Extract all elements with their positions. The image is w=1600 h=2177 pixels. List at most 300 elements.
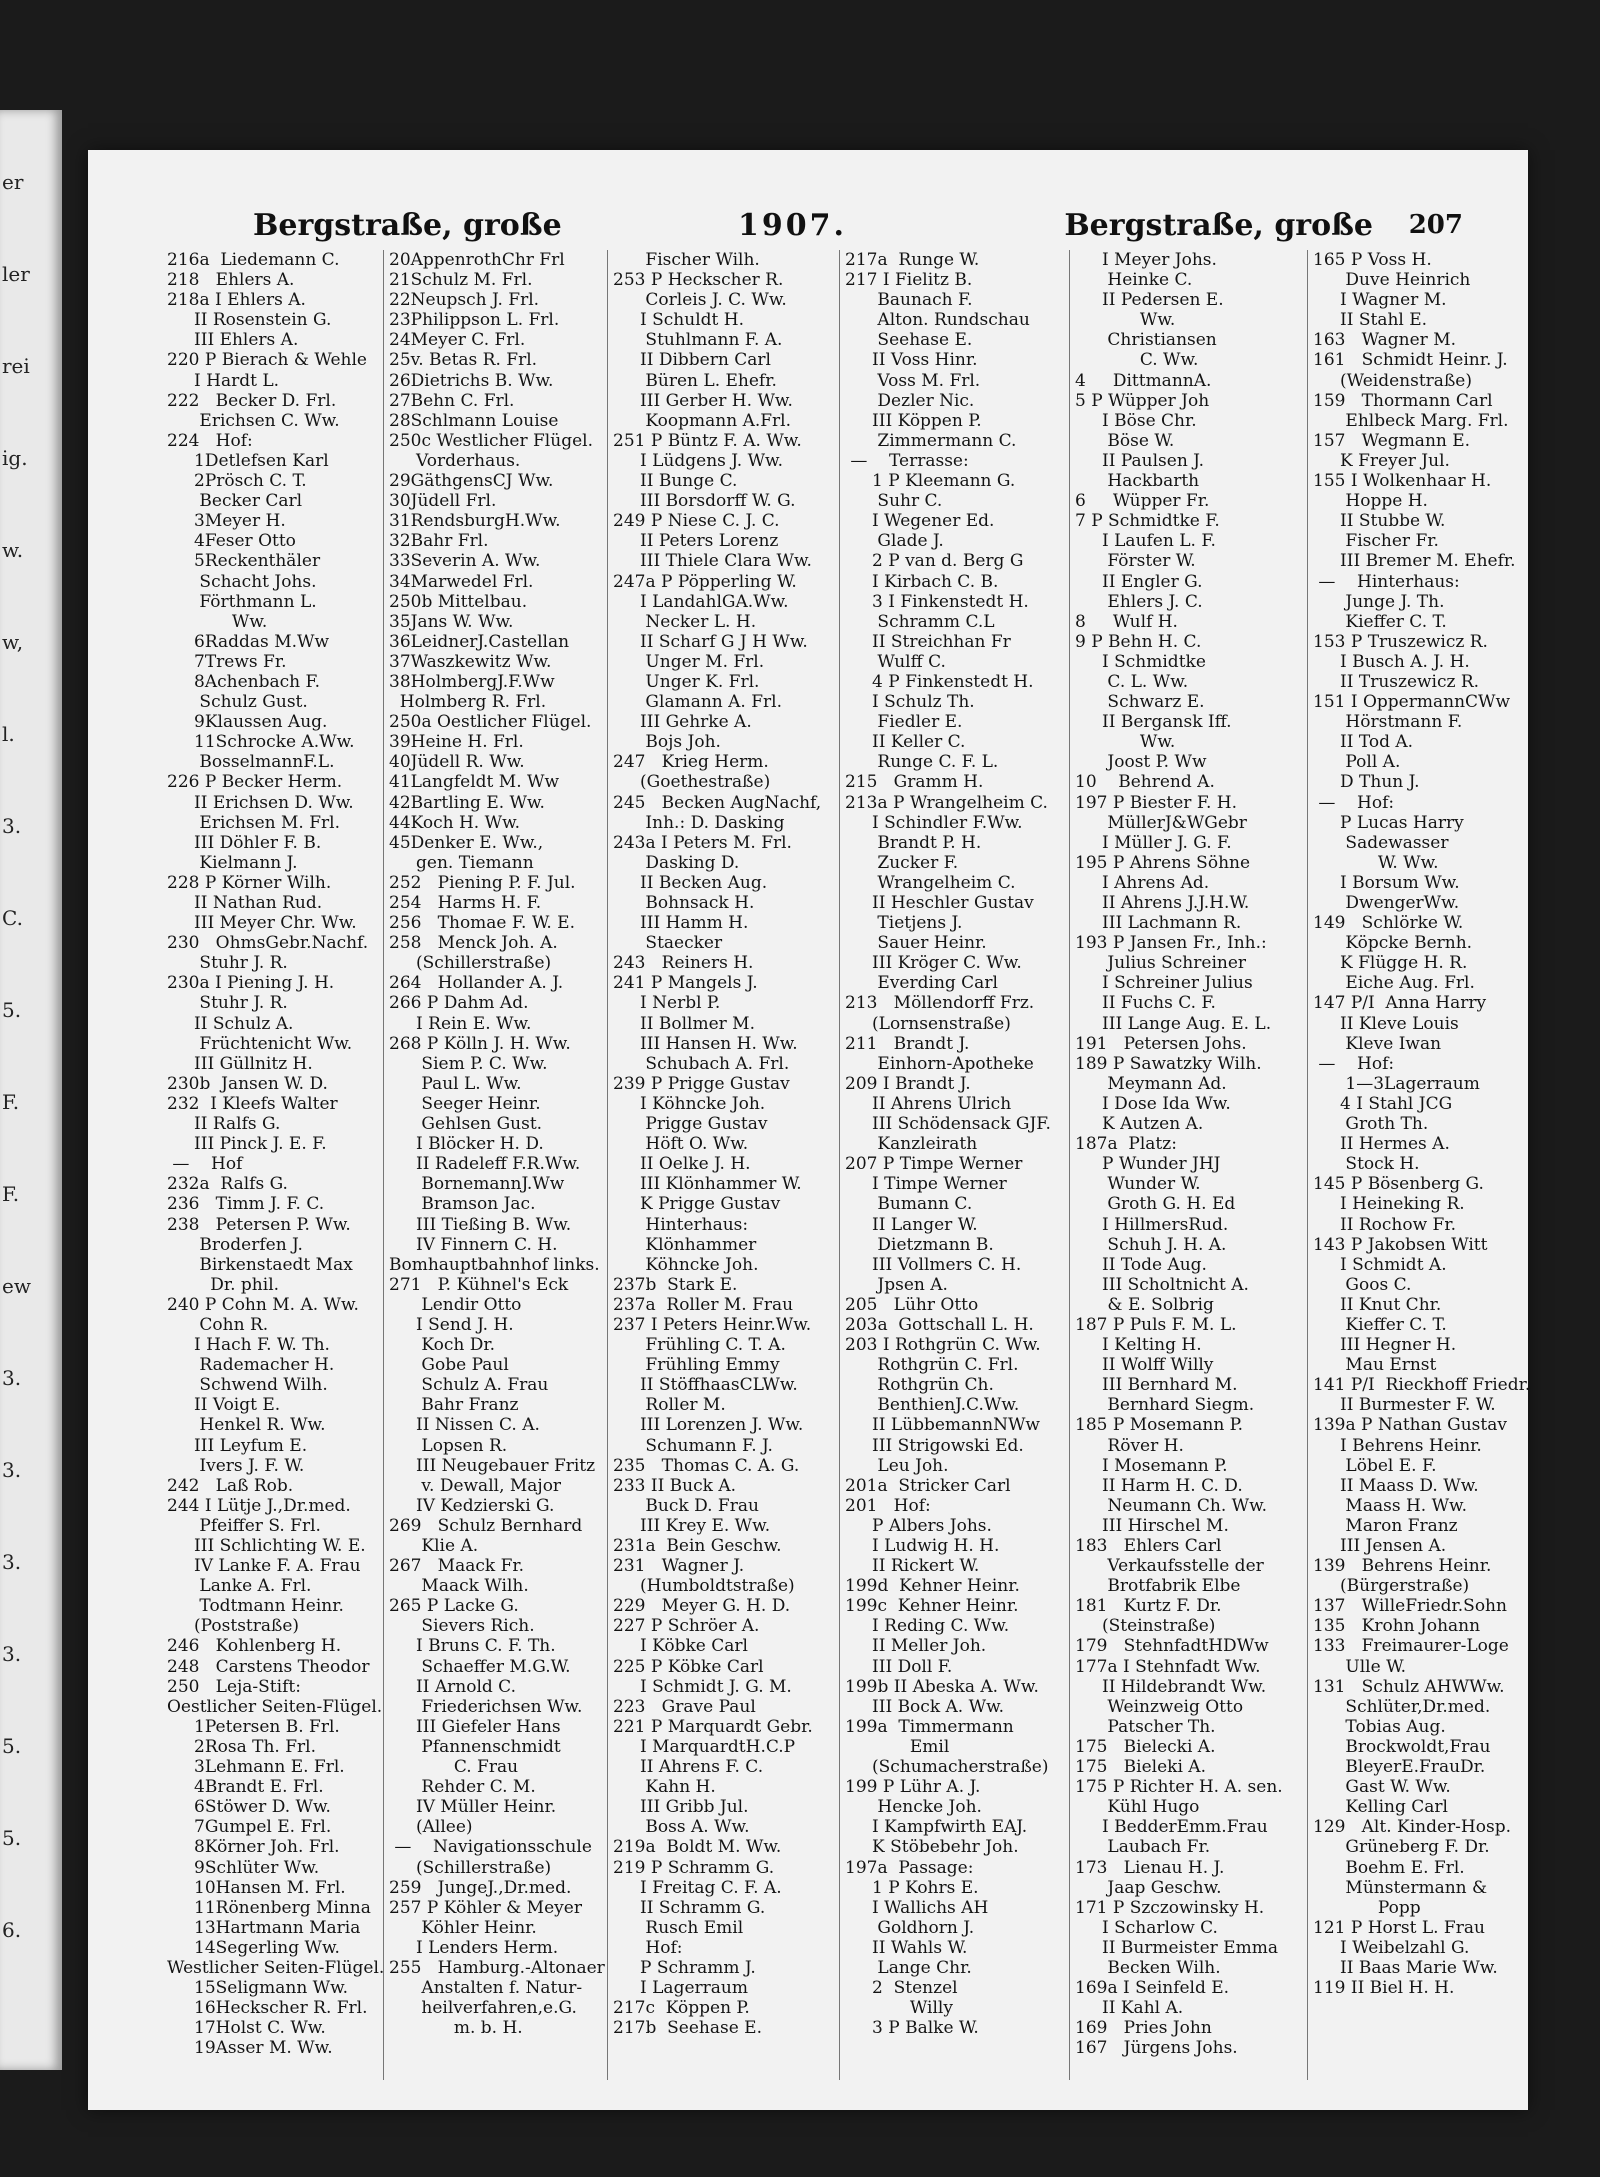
directory-entry: (Goethestraße) bbox=[613, 772, 771, 793]
directory-entry: Zucker F. bbox=[845, 852, 959, 873]
directory-entry: Schwarz E. bbox=[1075, 692, 1205, 713]
directory-entry: 250b Mittelbau. bbox=[389, 591, 528, 612]
directory-entry: 253 P Heckscher R. bbox=[613, 270, 784, 291]
directory-entry: Zimmermann C. bbox=[845, 430, 1017, 451]
directory-entry: Becker Carl bbox=[167, 491, 303, 512]
directory-entry: Meymann Ad. bbox=[1075, 1073, 1227, 1094]
directory-entry: 199b II Abeska A. Ww. bbox=[845, 1676, 1039, 1697]
directory-entry: Rothgrün C. Frl. bbox=[845, 1355, 1019, 1376]
directory-entry: 237 I Peters Heinr.Ww. bbox=[613, 1314, 812, 1335]
directory-entry: v. Dewall, Major bbox=[389, 1475, 562, 1496]
directory-entry: Unger K. Frl. bbox=[613, 671, 760, 692]
previous-page-text-fragment: er bbox=[2, 170, 24, 194]
directory-entry: Julius Schreiner bbox=[1075, 953, 1247, 974]
directory-entry: Christiansen bbox=[1075, 330, 1217, 351]
directory-entry: I Kampfwirth EAJ. bbox=[845, 1817, 1028, 1838]
directory-entry: Frühling Emmy bbox=[613, 1355, 780, 1376]
directory-entry: 6Raddas M.Ww bbox=[167, 631, 330, 652]
directory-entry: Lanke A. Frl. bbox=[167, 1576, 312, 1597]
directory-entry: Höft O. Ww. bbox=[613, 1134, 749, 1155]
directory-entry: 24Meyer C. Frl. bbox=[389, 330, 526, 351]
directory-entry: Henkel R. Ww. bbox=[167, 1415, 326, 1436]
directory-entry: II Paulsen J. bbox=[1075, 450, 1205, 471]
directory-entry: Sievers Rich. bbox=[389, 1616, 535, 1637]
directory-entry: II Tode Aug. bbox=[1075, 1254, 1207, 1275]
directory-entry: II Maass D. Ww. bbox=[1313, 1475, 1479, 1496]
directory-entry: 19Asser M. Ww. bbox=[167, 2038, 333, 2059]
directory-entry: Fischer Wilh. bbox=[613, 250, 760, 270]
directory-entry: 171 P Szczowinsky H. bbox=[1075, 1897, 1265, 1918]
previous-page-text-fragment: l. bbox=[2, 722, 15, 746]
directory-entry: Laubach Fr. bbox=[1075, 1837, 1211, 1858]
directory-entry: 2 P van d. Berg G bbox=[845, 551, 1024, 572]
directory-entry: 249 P Niese C. J. C. bbox=[613, 511, 780, 532]
directory-entry: I Mosemann P. bbox=[1075, 1455, 1228, 1476]
directory-entry: C. L. Ww. bbox=[1075, 671, 1189, 692]
directory-entry: II Burmeister Emma bbox=[1075, 1937, 1278, 1958]
directory-entry: 187a Platz: bbox=[1075, 1134, 1177, 1155]
directory-entry: Seehase E. bbox=[845, 330, 973, 351]
directory-entry: 1Detlefsen Karl bbox=[167, 450, 329, 471]
directory-entry: III Doll F. bbox=[845, 1656, 953, 1677]
previous-page-text-fragment: w. bbox=[2, 538, 24, 562]
directory-entry: Fischer Fr. bbox=[1313, 531, 1439, 552]
directory-entry: 227 P Schröer A. bbox=[613, 1616, 760, 1637]
directory-entry: 231a Bein Geschw. bbox=[613, 1536, 782, 1556]
directory-entry: 189 P Sawatzky Wilh. bbox=[1075, 1053, 1262, 1074]
directory-entry: 199c Kehner Heinr. bbox=[845, 1596, 1019, 1617]
directory-entry: II Schramm G. bbox=[613, 1897, 766, 1918]
directory-entry: Röver H. bbox=[1075, 1435, 1184, 1456]
directory-entry: Duve Heinrich bbox=[1313, 270, 1471, 291]
directory-entry: 41Langfeldt M. Ww bbox=[389, 772, 560, 793]
directory-entry: 151 I OppermannCWw bbox=[1313, 692, 1511, 713]
directory-entry: III Gehrke A. bbox=[613, 712, 752, 733]
directory-entry: 228 P Körner Wilh. bbox=[167, 872, 332, 893]
directory-entry: III Ehlers A. bbox=[167, 330, 299, 351]
directory-entry: 177a I Stehnfadt Ww. bbox=[1075, 1656, 1261, 1677]
directory-entry: (Steinstraße) bbox=[1075, 1616, 1216, 1637]
directory-entry: II Rickert W. bbox=[845, 1556, 980, 1577]
directory-entry: 163 Wagner M. bbox=[1313, 330, 1457, 351]
column-1 bbox=[163, 250, 384, 2080]
directory-entry: Necker L. H. bbox=[613, 611, 757, 632]
directory-entry: I Scharlow C. bbox=[1075, 1917, 1218, 1938]
directory-entry: P Wunder JHJ bbox=[1075, 1154, 1221, 1175]
directory-entry: 26Dietrichs B. Ww. bbox=[389, 370, 554, 391]
directory-entry: Glade J. bbox=[845, 531, 944, 552]
directory-entry: 191 Petersen Johs. bbox=[1075, 1033, 1247, 1054]
right-street-title: Bergstraße, große bbox=[1064, 208, 1373, 243]
directory-entry: Gehlsen Gust. bbox=[389, 1114, 543, 1135]
directory-entry: 5 P Wüpper Joh bbox=[1075, 390, 1210, 411]
directory-entry: 209 I Brandt J. bbox=[845, 1073, 971, 1094]
directory-entry: 40Jüdell R. Ww. bbox=[389, 752, 525, 773]
directory-entry: III Schödensack GJF. bbox=[845, 1114, 1051, 1135]
directory-entry: 11Rönenberg Minna bbox=[167, 1897, 371, 1918]
directory-entry: 14Segerling Ww. bbox=[167, 1937, 340, 1958]
directory-entry: DwengerWw. bbox=[1313, 893, 1460, 913]
directory-entry: 238 Petersen P. Ww. bbox=[167, 1214, 351, 1235]
directory-entry: 153 P Truszewicz R. bbox=[1313, 631, 1488, 652]
directory-entry: 29GäthgensCJ Ww. bbox=[389, 471, 554, 492]
directory-entry: II Arnold C. bbox=[389, 1676, 516, 1697]
directory-entry: 149 Schlörke W. bbox=[1313, 913, 1464, 934]
directory-entry: II Hildebrandt Ww. bbox=[1075, 1676, 1267, 1697]
directory-entry: 217c Köppen P. bbox=[613, 1998, 750, 2019]
directory-entry: 265 P Lacke G. bbox=[389, 1596, 519, 1617]
directory-entry: 27Behn C. Frl. bbox=[389, 390, 515, 411]
directory-entry: 187 P Puls F. M. L. bbox=[1075, 1314, 1237, 1335]
directory-entry: — Hof: bbox=[1313, 1053, 1395, 1074]
directory-entry: Buck D. Frau bbox=[613, 1495, 759, 1516]
directory-entry: II Bergansk Iff. bbox=[1075, 712, 1232, 733]
directory-entry: 230a I Piening J. H. bbox=[167, 973, 335, 994]
directory-entry: Seeger Heinr. bbox=[389, 1093, 541, 1114]
directory-entry: III Hansen H. Ww. bbox=[613, 1033, 798, 1054]
directory-entry: 217a Runge W. bbox=[845, 250, 980, 270]
directory-entry: 229 Meyer G. H. D. bbox=[613, 1596, 791, 1617]
directory-entry: I Schmidtke bbox=[1075, 651, 1206, 672]
directory-entry: 222 Becker D. Frl. bbox=[167, 390, 337, 411]
directory-entry: P Schramm J. bbox=[613, 1957, 756, 1978]
directory-entry: Friederichsen Ww. bbox=[389, 1696, 583, 1717]
directory-entry: Ww. bbox=[1075, 310, 1176, 331]
directory-entry: 141 P/I Rieckhoff Friedr. bbox=[1313, 1375, 1531, 1396]
directory-entry: Erichsen C. Ww. bbox=[167, 410, 340, 431]
directory-entry: 175 Bieleki A. bbox=[1075, 1757, 1206, 1778]
directory-entry: 264 Hollander A. J. bbox=[389, 973, 564, 994]
directory-entry: II Rochow Fr. bbox=[1313, 1214, 1457, 1235]
directory-entry: III Gerber H. Ww. bbox=[613, 390, 793, 411]
directory-entry: IV Lanke F. A. Frau bbox=[167, 1556, 361, 1577]
directory-entry: Goldhorn J. bbox=[845, 1917, 975, 1938]
directory-entry: III Hamm H. bbox=[613, 913, 749, 934]
directory-entry: I Freitag C. F. A. bbox=[613, 1877, 782, 1898]
directory-entry: 239 P Prigge Gustav bbox=[613, 1073, 790, 1094]
directory-entry: Boehm E. Frl. bbox=[1313, 1857, 1465, 1878]
directory-entry: Brockwoldt,Frau bbox=[1313, 1736, 1491, 1757]
directory-entry: (Schillerstraße) bbox=[389, 953, 552, 974]
directory-entry: Weinzweig Otto bbox=[1075, 1696, 1244, 1717]
directory-entry: I Böse Chr. bbox=[1075, 410, 1197, 431]
directory-entry: 1—3Lagerraum bbox=[1313, 1073, 1480, 1094]
directory-entry: II Voss Hinr. bbox=[845, 350, 978, 371]
directory-entry: Klönhammer bbox=[613, 1234, 757, 1255]
directory-entry: BleyerE.FrauDr. bbox=[1313, 1757, 1486, 1778]
directory-entry: I Borsum Ww. bbox=[1313, 872, 1460, 893]
directory-entry: 199d Kehner Heinr. bbox=[845, 1576, 1020, 1597]
directory-entry: 10 Behrend A. bbox=[1075, 772, 1215, 793]
directory-entry: 161 Schmidt Heinr. J. bbox=[1313, 350, 1508, 371]
directory-entry: Cohn R. bbox=[167, 1314, 269, 1335]
directory-entry: Glamann A. Frl. bbox=[613, 692, 782, 713]
directory-entry: 9Schlüter Ww. bbox=[167, 1857, 320, 1878]
directory-entry: I HillmersRud. bbox=[1075, 1214, 1229, 1235]
directory-entry: 215 Gramm H. bbox=[845, 772, 984, 793]
directory-entry: I Busch A. J. H. bbox=[1313, 651, 1470, 672]
directory-entry: (Schillerstraße) bbox=[389, 1857, 552, 1878]
directory-entry: 131 Schulz AHWWw. bbox=[1313, 1676, 1505, 1697]
directory-entry: Hinterhaus: bbox=[613, 1214, 749, 1235]
directory-entry: Büren L. Ehefr. bbox=[613, 370, 777, 391]
directory-entry: III Vollmers C. H. bbox=[845, 1254, 1022, 1275]
directory-entry: Köhncke Joh. bbox=[613, 1254, 759, 1275]
directory-entry: 207 P Timpe Werner bbox=[845, 1154, 1023, 1175]
directory-entry: (Lornsenstraße) bbox=[845, 1013, 1011, 1034]
directory-entry: 38HolmbergJ.F.Ww bbox=[389, 671, 555, 692]
directory-entry: 230 OhmsGebr.Nachf. bbox=[167, 933, 369, 954]
directory-entry: 16Heckscher R. Frl. bbox=[167, 1998, 368, 2019]
directory-entry: III Hegner H. bbox=[1313, 1335, 1457, 1356]
directory-entry: 28Schlmann Louise bbox=[389, 410, 559, 431]
directory-entry: II Nathan Rud. bbox=[167, 893, 323, 913]
directory-entry: 254 Harms H. F. bbox=[389, 893, 542, 913]
directory-entry: 157 Wegmann E. bbox=[1313, 430, 1471, 451]
column-5 bbox=[1071, 250, 1308, 2080]
directory-entry: I Send J. H. bbox=[389, 1314, 514, 1335]
directory-entry: 155 I Wolkenhaar H. bbox=[1313, 471, 1492, 492]
directory-entry: 7Gumpel E. Frl. bbox=[167, 1817, 332, 1838]
directory-entry: 217 I Fielitz B. bbox=[845, 270, 973, 291]
directory-entry: I Schmidt A. bbox=[1313, 1254, 1447, 1275]
directory-entry: I Meyer Johs. bbox=[1075, 250, 1217, 270]
directory-entry: II Voigt E. bbox=[167, 1395, 281, 1416]
directory-entry: Voss M. Frl. bbox=[845, 370, 981, 391]
directory-entry: 267 Maack Fr. bbox=[389, 1556, 525, 1577]
directory-entry: Maass H. Ww. bbox=[1313, 1495, 1467, 1516]
directory-entry: Joost P. Ww bbox=[1075, 752, 1207, 773]
directory-entry: I Müller J. G. F. bbox=[1075, 832, 1232, 853]
directory-entry: 213a P Wrangelheim C. bbox=[845, 792, 1048, 813]
previous-page-text-fragment: 3. bbox=[2, 814, 22, 838]
directory-entry: Pfannenschmidt bbox=[389, 1736, 561, 1757]
directory-entry: 135 Krohn Johann bbox=[1313, 1616, 1481, 1637]
directory-entry: Schwend Wilh. bbox=[167, 1375, 328, 1396]
directory-entry: 17Holst C. Ww. bbox=[167, 2018, 326, 2039]
directory-entry: Köhler Heinr. bbox=[389, 1917, 537, 1938]
directory-entry: Stuhr J. R. bbox=[167, 953, 288, 974]
directory-entry: 205 Lühr Otto bbox=[845, 1294, 979, 1315]
directory-entry: Rehder C. M. bbox=[389, 1777, 536, 1798]
directory-entry: II Harm H. C. D. bbox=[1075, 1475, 1243, 1496]
directory-entry: 2Rosa Th. Frl. bbox=[167, 1736, 316, 1757]
directory-entry: 246 Kohlenberg H. bbox=[167, 1636, 342, 1657]
directory-entry: 15Seligmann Ww. bbox=[167, 1978, 349, 1999]
previous-page-text-fragment: 5. bbox=[2, 1734, 22, 1758]
directory-entry: 23Philippson L. Frl. bbox=[389, 310, 560, 331]
directory-entry: Bomhauptbahnhof links. bbox=[389, 1254, 600, 1275]
directory-entry: Grüneberg F. Dr. bbox=[1313, 1837, 1490, 1858]
directory-entry: III Gribb Jul. bbox=[613, 1797, 749, 1818]
directory-entry: Schacht Johs. bbox=[167, 571, 317, 592]
directory-entry: 257 P Köhler & Meyer bbox=[389, 1897, 582, 1918]
directory-entry: 4Feser Otto bbox=[167, 531, 296, 552]
directory-entry: 173 Lienau H. J. bbox=[1075, 1857, 1225, 1878]
directory-entry: (Weidenstraße) bbox=[1313, 370, 1472, 391]
directory-entry: Löbel E. F. bbox=[1313, 1455, 1437, 1476]
directory-entry: I Nerbl P. bbox=[613, 993, 721, 1014]
directory-entry: (Bürgerstraße) bbox=[1313, 1576, 1470, 1597]
directory-entry: 232 I Kleefs Walter bbox=[167, 1093, 338, 1114]
directory-entry: Verkaufsstelle der bbox=[1075, 1556, 1264, 1577]
previous-page-text-fragment: rei bbox=[2, 354, 30, 378]
directory-entry: Hof: bbox=[613, 1937, 683, 1958]
directory-entry: Ivers J. F. W. bbox=[167, 1455, 305, 1476]
directory-entry: Emil bbox=[845, 1736, 950, 1757]
directory-entry: III Klönhammer W. bbox=[613, 1174, 802, 1195]
directory-entry: Vorderhaus. bbox=[389, 450, 521, 471]
directory-entry: Neumann Ch. Ww. bbox=[1075, 1495, 1268, 1516]
directory-entry: Kieffer C. T. bbox=[1313, 1314, 1447, 1335]
directory-entry: II Bunge C. bbox=[613, 471, 738, 492]
directory-entry: Groth Th. bbox=[1313, 1114, 1429, 1135]
directory-entry: 266 P Dahm Ad. bbox=[389, 993, 529, 1014]
directory-entry: D Thun J. bbox=[1313, 772, 1420, 793]
directory-entry: 4Brandt E. Frl. bbox=[167, 1777, 324, 1798]
directory-entry: I Wallichs AH bbox=[845, 1897, 989, 1918]
directory-entry: Koopmann A.Frl. bbox=[613, 410, 792, 431]
directory-entry: I Lüdgens J. Ww. bbox=[613, 450, 783, 471]
directory-entry: 9 P Behn H. C. bbox=[1075, 631, 1202, 652]
directory-entry: Anstalten f. Natur- bbox=[389, 1978, 583, 1999]
directory-entry: 1 P Kohrs E. bbox=[845, 1877, 979, 1898]
directory-entry: Broderfen J. bbox=[167, 1234, 303, 1255]
directory-entry: I Blöcker H. D. bbox=[389, 1134, 544, 1155]
column-4 bbox=[841, 250, 1070, 2080]
directory-entry: III Jensen A. bbox=[1313, 1536, 1447, 1556]
directory-entry: 4 DittmannA. bbox=[1075, 370, 1212, 391]
directory-entry: — Hof bbox=[167, 1154, 243, 1175]
directory-entry: 268 P Kölln J. H. Ww. bbox=[389, 1033, 571, 1054]
page-number: 207 bbox=[1408, 210, 1463, 240]
directory-entry: Suhr C. bbox=[845, 491, 943, 512]
directory-entry: 247a P Pöpperling W. bbox=[613, 571, 797, 592]
directory-entry: 20AppenrothChr Frl bbox=[389, 250, 565, 270]
directory-entry: Gobe Paul bbox=[389, 1355, 509, 1376]
directory-entry: 3 P Balke W. bbox=[845, 2018, 979, 2039]
directory-entry: Schuh J. H. A. bbox=[1075, 1234, 1227, 1255]
directory-entry: Dasking D. bbox=[613, 852, 740, 873]
directory-entry: 4 P Finkenstedt H. bbox=[845, 671, 1034, 692]
directory-entry: Schulz Gust. bbox=[167, 692, 308, 713]
directory-entry: Tobias Aug. bbox=[1313, 1716, 1446, 1737]
directory-entry: BenthienJ.C.Ww. bbox=[845, 1395, 1020, 1416]
directory-entry: I Köbke Carl bbox=[613, 1636, 748, 1657]
directory-entry: Schumann F. J. bbox=[613, 1435, 773, 1456]
directory-entry: & E. Solbrig bbox=[1075, 1294, 1214, 1315]
directory-entry: Förthmann L. bbox=[167, 591, 317, 612]
left-street-title: Bergstraße, große bbox=[253, 208, 562, 243]
directory-entry: 10Hansen M. Frl. bbox=[167, 1877, 346, 1898]
directory-entry: 11Schrocke A.Ww. bbox=[167, 732, 355, 753]
directory-entry: III Güllnitz H. bbox=[167, 1053, 313, 1074]
directory-entry: 219 P Schramm G. bbox=[613, 1857, 775, 1878]
directory-entry: 175 Bielecki A. bbox=[1075, 1736, 1216, 1757]
directory-entry: Jpsen A. bbox=[845, 1274, 948, 1295]
directory-entry: Mau Ernst bbox=[1313, 1355, 1437, 1376]
directory-entry: Dr. phil. bbox=[167, 1274, 280, 1295]
directory-entry: Patscher Th. bbox=[1075, 1716, 1216, 1737]
directory-entry: I Bruns C. F. Th. bbox=[389, 1636, 556, 1657]
directory-entry: Kelling Carl bbox=[1313, 1797, 1448, 1818]
previous-page-text-fragment: 5. bbox=[2, 1826, 22, 1850]
directory-entry: 219a Boldt M. Ww. bbox=[613, 1837, 782, 1858]
directory-entry: 147 P/I Anna Harry bbox=[1313, 993, 1487, 1014]
directory-entry: Hörstmann F. bbox=[1313, 712, 1463, 733]
directory-entry: K Autzen A. bbox=[1075, 1114, 1204, 1135]
directory-entry: — Hinterhaus: bbox=[1313, 571, 1460, 592]
directory-entry: II Burmester F. W. bbox=[1313, 1395, 1496, 1416]
directory-entry: I Laufen L. F. bbox=[1075, 531, 1216, 552]
directory-entry: Paul L. Ww. bbox=[389, 1073, 522, 1094]
directory-entry: II Engler G. bbox=[1075, 571, 1203, 592]
directory-entry: II Heschler Gustav bbox=[845, 893, 1034, 913]
directory-entry: Kahn H. bbox=[613, 1777, 716, 1798]
directory-entry: 119 II Biel H. H. bbox=[1313, 1978, 1455, 1999]
directory-entry: IV Müller Heinr. bbox=[389, 1797, 557, 1818]
directory-entry: Bohnsack H. bbox=[613, 893, 755, 913]
directory-entry: Rothgrün Ch. bbox=[845, 1375, 994, 1396]
directory-entry: — Terrasse: bbox=[845, 450, 969, 471]
directory-entry: II Baas Marie Ww. bbox=[1313, 1957, 1498, 1978]
directory-entry: — Navigationsschule bbox=[389, 1837, 592, 1858]
directory-entry: Sauer Heinr. bbox=[845, 933, 987, 954]
directory-entry: 250 Leja-Stift: bbox=[167, 1676, 301, 1697]
directory-entry: Willy bbox=[845, 1998, 953, 2019]
directory-entry: Becken Wilh. bbox=[1075, 1957, 1221, 1978]
directory-entry: 226 P Becker Herm. bbox=[167, 772, 343, 793]
directory-entry: 216a Liedemann C. bbox=[167, 250, 340, 270]
directory-entry: 42Bartling E. Ww. bbox=[389, 792, 545, 813]
directory-entry: I MarquardtH.C.P bbox=[613, 1736, 796, 1757]
directory-entry: Einhorn-Apotheke bbox=[845, 1053, 1034, 1074]
directory-entry: II Oelke J. H. bbox=[613, 1154, 751, 1175]
directory-entry: 243a I Peters M. Frl. bbox=[613, 832, 792, 853]
directory-entry: Erichsen M. Frl. bbox=[167, 812, 340, 833]
directory-entry: 247 Krieg Herm. bbox=[613, 752, 769, 773]
directory-entry: Wrangelheim C. bbox=[845, 872, 1016, 893]
directory-entry: (Allee) bbox=[389, 1817, 473, 1838]
previous-page-text-fragment: C. bbox=[2, 906, 23, 930]
directory-entry: Fiedler E. bbox=[845, 712, 963, 733]
directory-entry: Kielmann J. bbox=[167, 852, 298, 873]
directory-entry: Staecker bbox=[613, 933, 723, 954]
directory-entry: 169a I Seinfeld E. bbox=[1075, 1978, 1230, 1999]
directory-entry: 185 P Mosemann P. bbox=[1075, 1415, 1244, 1436]
directory-entry: 30Jüdell Frl. bbox=[389, 491, 497, 512]
directory-entry: Runge C. F. L. bbox=[845, 752, 999, 773]
directory-entry: 13Hartmann Maria bbox=[167, 1917, 361, 1938]
previous-page-text-fragment: ew bbox=[2, 1274, 31, 1298]
directory-entry: III Schlichting W. E. bbox=[167, 1536, 366, 1556]
directory-entry: Birkenstaedt Max bbox=[167, 1254, 353, 1275]
directory-entry: II Streichhan Fr bbox=[845, 631, 1011, 652]
directory-entry: 6 Wüpper Fr. bbox=[1075, 491, 1210, 512]
directory-entry: 39Heine H. Frl. bbox=[389, 732, 524, 753]
directory-entry: Stock H. bbox=[1313, 1154, 1420, 1175]
directory-entry: 25v. Betas R. Frl. bbox=[389, 350, 538, 371]
directory-entry: II Nissen C. A. bbox=[389, 1415, 540, 1436]
directory-entry: III Lange Aug. E. L. bbox=[1075, 1013, 1272, 1034]
directory-entry: gen. Tiemann bbox=[389, 852, 534, 873]
directory-entry: 203a Gottschall L. H. bbox=[845, 1314, 1034, 1335]
directory-entry: 197a Passage: bbox=[845, 1857, 974, 1878]
directory-entry: Schramm C.L bbox=[845, 611, 995, 632]
directory-entry: Stuhr J. R. bbox=[167, 993, 288, 1014]
directory-entry: I Schreiner Julius bbox=[1075, 973, 1253, 994]
directory-entry: 255 Hamburg.-Altonaer bbox=[389, 1957, 605, 1978]
